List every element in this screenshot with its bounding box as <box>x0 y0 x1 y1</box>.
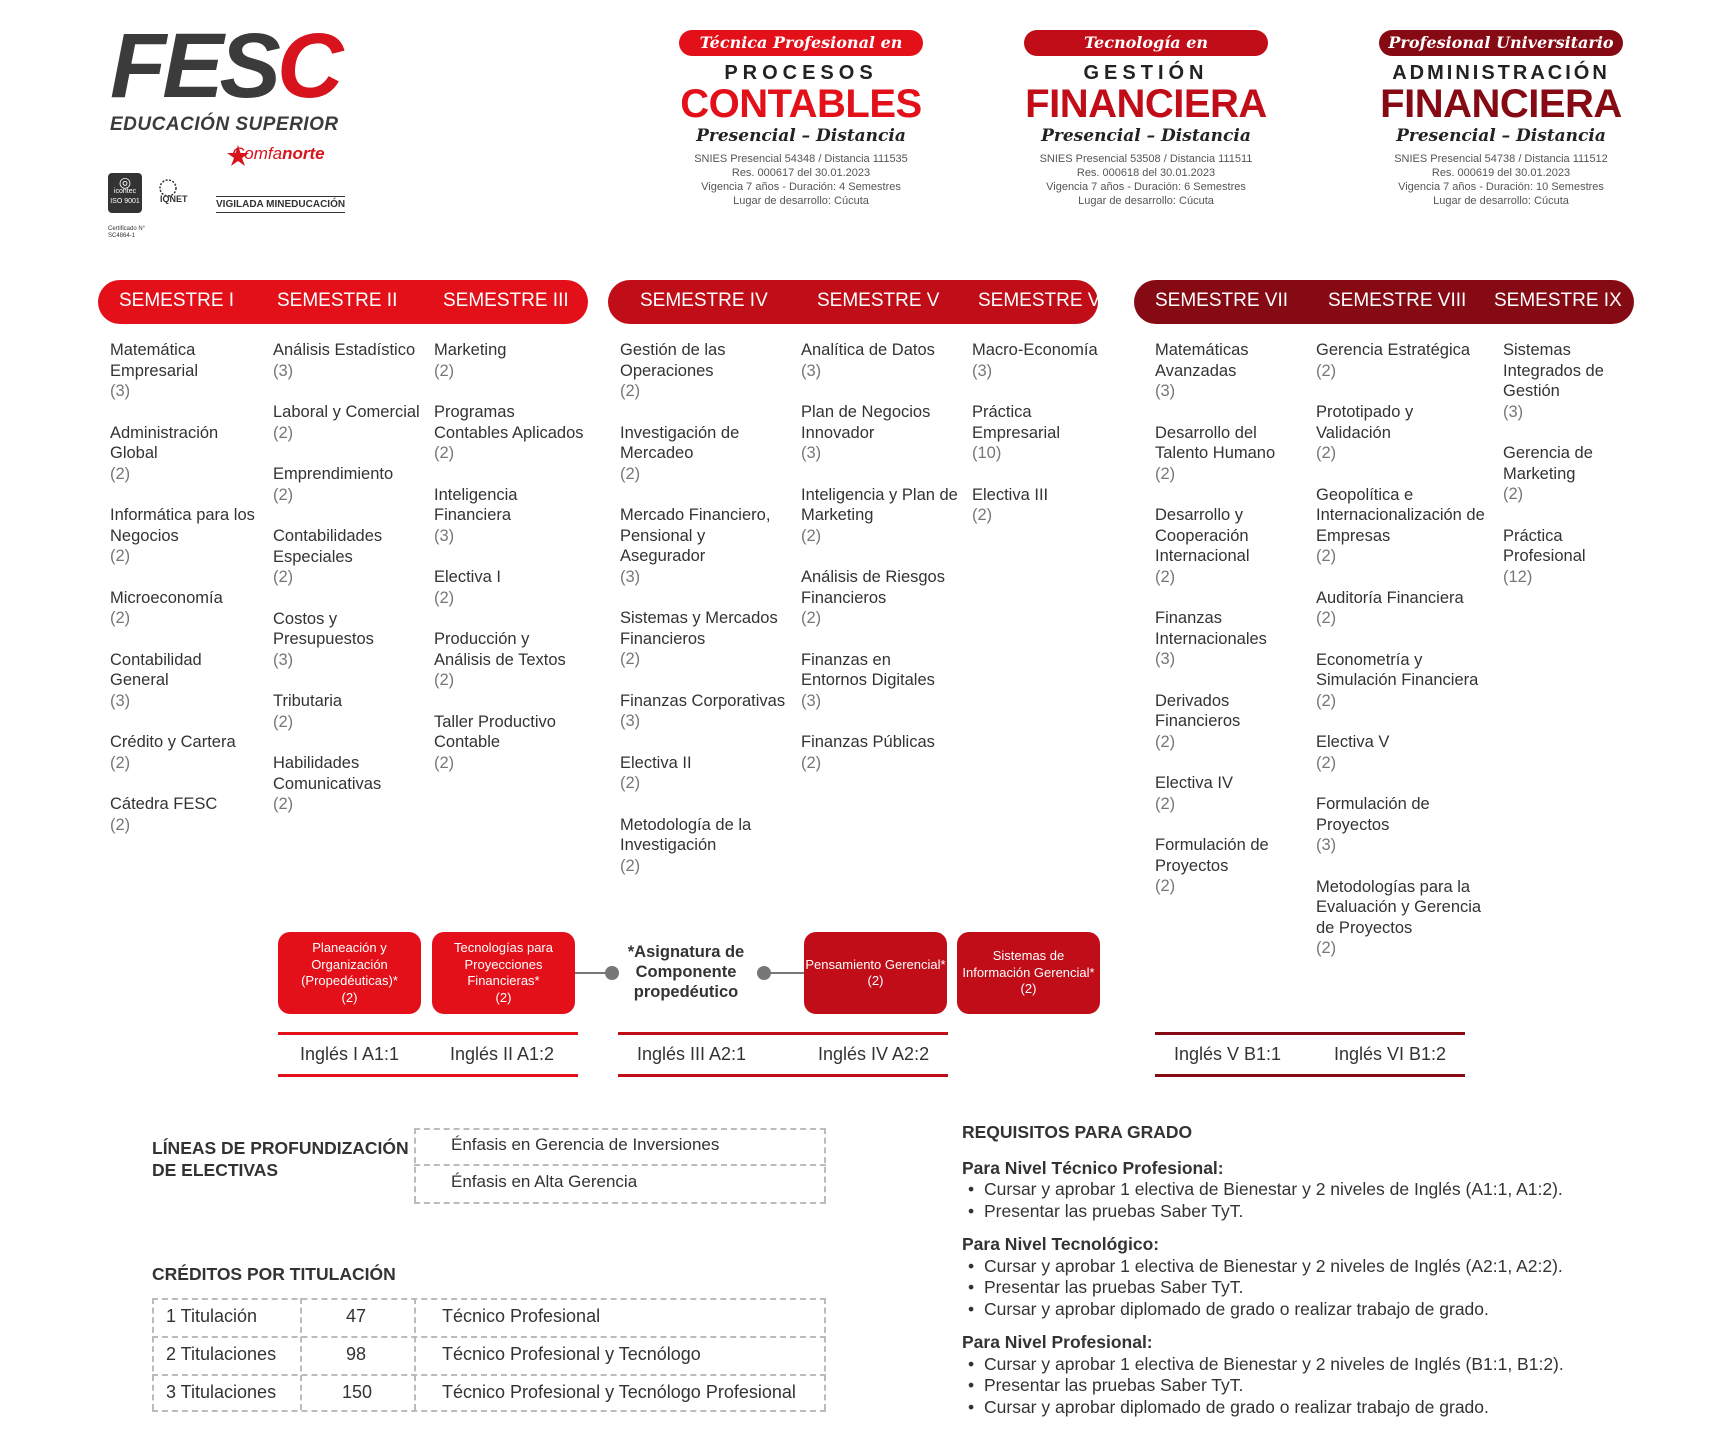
course-item <box>110 340 258 402</box>
course-name: Gerencia Estratégica <box>1316 341 1471 359</box>
semester-label-5: SEMESTRE V <box>817 290 940 311</box>
course-name: Prototipado y Validación <box>1316 403 1414 442</box>
course-item <box>1155 505 1295 587</box>
course-name: Investigación de Mercadeo <box>620 423 740 462</box>
course-credits: (3) <box>1155 650 1176 668</box>
creditos-border-col2 <box>414 1298 416 1410</box>
course-name: Electiva III <box>972 485 1049 504</box>
course-credits: (2) <box>434 361 455 380</box>
program-info-vigencia: Vigencia 7 años - Duración: 4 Semestres <box>701 181 901 193</box>
logo-subtitle: EDUCACIÓN SUPERIOR <box>110 114 339 135</box>
course-name: Habilidades Comunicativas <box>273 754 382 793</box>
course-credits: (2) <box>273 568 294 586</box>
course-item <box>1316 340 1486 381</box>
course-name: Marketing <box>434 341 507 359</box>
semester-2-courses <box>273 340 423 836</box>
lineas-title: LÍNEAS DE PROFUNDIZACIÓN DE ELECTIVAS <box>152 1138 409 1180</box>
course-item <box>620 691 790 732</box>
program-tag: Profesional Universitario <box>1379 30 1623 56</box>
course-name: Metodología de la Investigación <box>620 815 752 854</box>
ingles-top-line-1 <box>278 1032 578 1035</box>
course-item <box>110 423 258 485</box>
ingles-1: Inglés I A1:1 <box>300 1044 400 1064</box>
course-credits: (3) <box>620 712 641 730</box>
program-info-snies: SNIES Presencial 53508 / Distancia 111511 <box>1039 153 1253 165</box>
creditos-border-left <box>152 1298 154 1410</box>
course-credits: (3) <box>1503 402 1524 421</box>
course-credits: (2) <box>1155 732 1176 751</box>
ingles-6: Inglés VI B1:2 <box>1334 1044 1447 1064</box>
course-name: Finanzas en Entornos Digitales <box>801 650 935 689</box>
course-item <box>972 340 1122 381</box>
course-name: Programas Contables Aplicados <box>434 403 584 442</box>
semester-1-courses <box>110 340 258 856</box>
program-name-big: CONTABLES <box>680 82 922 126</box>
course-name: Matemáticas Avanzadas <box>1155 341 1249 380</box>
course-credits: (3) <box>801 361 822 380</box>
course-credits: (3) <box>434 526 455 545</box>
program-info-res: Res. 000619 del 30.01.2023 <box>1431 167 1571 179</box>
creditos-value-1: 47 <box>346 1306 367 1326</box>
creditos-label-2: 2 Titulaciones <box>166 1344 277 1364</box>
course-credits: (2) <box>1316 609 1337 627</box>
ingles-bottom-line-1 <box>278 1074 578 1077</box>
requisitos-title: REQUISITOS PARA GRADO <box>962 1122 1193 1142</box>
ingles-4: Inglés IV A2:2 <box>818 1044 930 1064</box>
program-info-snies: SNIES Presencial 54738 / Distancia 111512 <box>1394 153 1608 165</box>
course-credits: (2) <box>434 753 455 772</box>
program-tag: Tecnología en <box>1024 30 1268 56</box>
program-modality: Presencial – Distancia <box>696 126 906 146</box>
course-name: Emprendimiento <box>273 465 394 483</box>
course-item <box>273 402 423 443</box>
course-item <box>1155 691 1295 753</box>
course-item <box>273 609 423 671</box>
course-name: Laboral y Comercial <box>273 403 420 421</box>
program-info-lugar: Lugar de desarrollo: Cúcuta <box>1433 195 1569 207</box>
course-credits: (3) <box>620 567 641 586</box>
course-name: Geopolítica e Internacionalización de Empresas <box>1316 485 1485 545</box>
course-credits: (3) <box>273 361 294 380</box>
course-item <box>801 402 961 464</box>
program-header-administracion <box>1361 30 1641 208</box>
creditos-desc-2: Técnico Profesional y Tecnólogo <box>442 1344 701 1364</box>
course-credits: (2) <box>620 650 641 668</box>
course-item <box>1503 340 1633 422</box>
requisito-item: • Cursar y aprobar diplomado de grado o realizar trabajo de grado. <box>984 1299 1682 1321</box>
requisito-item: • Cursar y aprobar 1 electiva de Bienestar y 2 niveles de Inglés (A2:1, A2:2). <box>984 1256 1682 1278</box>
course-item <box>1316 794 1486 856</box>
course-name: Electiva II <box>620 753 692 772</box>
course-credits: (12) <box>1503 567 1533 586</box>
course-item <box>620 505 790 587</box>
course-credits: (2) <box>434 444 455 462</box>
course-item <box>1316 588 1486 629</box>
course-item <box>434 402 584 464</box>
fesc-logo: FESC <box>110 15 340 117</box>
program-name-small: GESTIÓN <box>1083 62 1209 84</box>
creditos-border-top <box>152 1298 826 1300</box>
course-name: Macro-Economía <box>972 341 1098 359</box>
course-name: Finanzas Públicas <box>801 733 935 751</box>
creditos-value-2: 98 <box>346 1344 367 1364</box>
course-item <box>801 732 961 773</box>
course-item <box>434 340 584 381</box>
ingles-top-line-2 <box>618 1032 948 1035</box>
course-item <box>273 526 423 588</box>
ingles-3: Inglés III A2:1 <box>637 1044 747 1064</box>
course-name: Formulación de Proyectos <box>1155 836 1269 875</box>
creditos-desc-3: Técnico Profesional y Tecnólogo Profesional <box>442 1382 796 1402</box>
course-name: Electiva I <box>434 568 501 586</box>
requisito-item: • Cursar y aprobar 1 electiva de Bienestar y 2 niveles de Inglés (A1:1, A1:2). <box>984 1179 1682 1201</box>
semester-6-courses <box>972 340 1122 547</box>
requisito-item: • Cursar y aprobar 1 electiva de Bienestar y 2 niveles de Inglés (B1:1, B1:2). <box>984 1354 1682 1376</box>
requisito-group-head: Para Nivel Profesional: <box>962 1332 1153 1352</box>
course-name: Crédito y Cartera <box>110 733 236 751</box>
semester-label-6: SEMESTRE VI <box>978 290 1106 311</box>
course-item <box>1316 650 1486 712</box>
lineas-border-top <box>414 1128 826 1130</box>
course-credits: (3) <box>801 691 822 710</box>
semester-label-1: SEMESTRE I <box>119 290 235 311</box>
asignatura-propedeutica-note: *Asignatura de Componente propedéutico <box>627 943 745 1001</box>
ingles-2: Inglés II A1:2 <box>450 1044 555 1064</box>
course-credits: (2) <box>273 712 294 731</box>
course-credits: (2) <box>1316 361 1337 380</box>
course-credits: (2) <box>1155 877 1176 895</box>
course-credits: (2) <box>1155 794 1176 813</box>
program-info-res: Res. 000618 del 30.01.2023 <box>1076 167 1216 179</box>
creditos-label-1: 1 Titulación <box>166 1306 258 1326</box>
course-credits: (2) <box>1316 753 1337 772</box>
course-name: Contabilidad General <box>110 650 202 689</box>
course-credits: (2) <box>620 382 641 400</box>
course-credits: (2) <box>1316 444 1337 462</box>
course-name: Metodologías para la Evaluación y Gerencia de Proyectos <box>1316 877 1482 937</box>
lineas-border-left <box>414 1128 416 1202</box>
course-name: Auditoría Financiera <box>1316 588 1464 607</box>
propedeutico-box-2: Tecnologías para Proyecciones Financieras* (2) <box>432 932 575 1014</box>
course-name: Desarrollo del Talento Humano <box>1155 423 1276 462</box>
course-name: Sistemas Integrados de Gestión <box>1503 341 1604 400</box>
course-item <box>972 402 1122 464</box>
iqnet-label: IQNET <box>160 194 188 204</box>
course-name: Econometría y Simulación Financiera <box>1316 650 1479 689</box>
course-name: Microeconomía <box>110 588 223 607</box>
propedeutico-box-3: Pensamiento Gerencial* (2) <box>804 932 947 1014</box>
course-item <box>1155 835 1295 897</box>
creditos-border-bottom <box>152 1410 826 1412</box>
course-item <box>110 650 258 712</box>
course-item <box>110 794 258 835</box>
course-credits: (2) <box>1316 691 1337 710</box>
course-item <box>620 608 790 670</box>
course-item <box>1316 402 1486 464</box>
course-item <box>110 732 258 773</box>
course-credits: (2) <box>434 671 455 689</box>
course-item <box>801 485 961 547</box>
course-name: Administración Global <box>110 423 219 462</box>
course-name: Gerencia de Marketing <box>1503 444 1593 483</box>
program-modality: Presencial – Distancia <box>1396 126 1606 146</box>
semester-label-3: SEMESTRE III <box>443 290 569 311</box>
course-credits: (2) <box>620 856 641 875</box>
requisito-item: • Presentar las pruebas Saber TyT. <box>984 1277 1682 1299</box>
requisito-group-head: Para Nivel Técnico Profesional: <box>962 1157 1224 1178</box>
creditos-title: CRÉDITOS POR TITULACIÓN <box>152 1264 396 1284</box>
course-credits: (2) <box>972 506 993 524</box>
creditos-border-row1 <box>152 1336 826 1338</box>
creditos-border-right <box>824 1298 826 1410</box>
ingles-5: Inglés V B1:1 <box>1174 1044 1282 1064</box>
program-name-big: FINANCIERA <box>1380 82 1622 126</box>
course-item <box>110 588 258 629</box>
course-item <box>273 464 423 505</box>
program-name-big: FINANCIERA <box>1025 82 1267 126</box>
course-credits: (3) <box>273 650 294 669</box>
course-name: Costos y Presupuestos <box>273 609 374 648</box>
program-info-snies: SNIES Presencial 54348 / Distancia 111535 <box>694 153 908 165</box>
course-name: Inteligencia Financiera <box>434 485 518 524</box>
course-name: Análisis de Riesgos Financieros <box>801 568 945 607</box>
course-name: Contabilidades Especiales <box>273 527 383 566</box>
icontec-seal-icon: ◎ icontec ISO 9001 <box>108 173 142 213</box>
course-name: Análisis Estadístico <box>273 341 416 359</box>
course-credits: (3) <box>801 444 822 462</box>
course-credits: (2) <box>273 795 294 813</box>
course-name: Desarrollo y Cooperación Internacional <box>1155 506 1250 565</box>
semester-label-7: SEMESTRE VII <box>1155 290 1289 311</box>
course-credits: (2) <box>110 547 131 565</box>
course-credits: (2) <box>434 588 455 607</box>
course-item <box>1316 485 1486 567</box>
course-item <box>1316 877 1486 959</box>
semester-7-courses <box>1155 340 1295 918</box>
course-name: Informática para los Negocios <box>110 506 255 545</box>
lineas-border-mid <box>414 1164 826 1166</box>
course-credits: (3) <box>1155 382 1176 400</box>
course-credits: (2) <box>620 464 641 483</box>
course-item <box>801 650 961 712</box>
semester-label-8: SEMESTRE VIII <box>1328 290 1467 311</box>
creditos-border-col1 <box>300 1298 302 1410</box>
course-name: Práctica Profesional <box>1503 526 1586 565</box>
course-name: Gestión de las Operaciones <box>620 341 726 380</box>
course-credits: (2) <box>110 815 131 834</box>
course-item <box>273 753 423 815</box>
course-item <box>620 423 790 485</box>
course-name: Finanzas Internacionales <box>1155 609 1267 648</box>
course-name: Finanzas Corporativas <box>620 691 786 710</box>
course-item <box>273 340 423 381</box>
creditos-border-row2 <box>152 1374 826 1376</box>
cert-note: Certificado N° SC4864-1 <box>108 226 146 239</box>
program-info-vigencia: Vigencia 7 años - Duración: 10 Semestres <box>1398 181 1604 193</box>
course-credits: (2) <box>1316 547 1337 565</box>
course-name: Sistemas y Mercados Financieros <box>620 609 778 648</box>
requisito-group-head: Para Nivel Tecnológico: <box>962 1234 1160 1254</box>
program-info-vigencia: Vigencia 7 años - Duración: 6 Semestres <box>1046 181 1246 193</box>
course-credits: (2) <box>1503 485 1524 503</box>
creditos-desc-1: Técnico Profesional <box>442 1306 601 1326</box>
course-item <box>434 485 584 547</box>
course-item <box>620 340 790 402</box>
course-item <box>1316 732 1486 773</box>
program-header-gestion <box>1016 30 1276 208</box>
program-info-lugar: Lugar de desarrollo: Cúcuta <box>1078 195 1214 207</box>
linea-item-1: Énfasis en Gerencia de Inversiones <box>451 1135 720 1154</box>
lineas-border-bottom <box>414 1202 826 1204</box>
partner-logo: Comfanorte <box>232 144 325 163</box>
program-info-res: Res. 000617 del 30.01.2023 <box>731 167 871 179</box>
course-name: Mercado Financiero, Pensional y Asegurador <box>620 506 771 565</box>
semester-label-2: SEMESTRE II <box>277 290 398 311</box>
propedeutico-box-1: Planeación y Organización (Propedéuticas)* (2) <box>278 932 421 1014</box>
course-name: Producción y Análisis de Textos <box>434 630 566 669</box>
course-name: Matemática Empresarial <box>110 341 199 380</box>
course-item <box>273 691 423 732</box>
program-info-lugar: Lugar de desarrollo: Cúcuta <box>733 195 869 207</box>
course-credits: (2) <box>110 753 131 772</box>
course-item <box>434 712 584 774</box>
linea-item-2: Énfasis en Alta Gerencia <box>451 1172 638 1191</box>
requisito-list <box>962 1354 1682 1419</box>
requisito-list <box>962 1256 1682 1321</box>
vigilada-label: VIGILADA MINEDUCACIÓN <box>216 196 345 213</box>
semester-4-courses <box>620 340 790 897</box>
ingles-top-line-3 <box>1155 1032 1465 1035</box>
course-credits: (2) <box>110 609 131 627</box>
course-name: Cátedra FESC <box>110 795 218 813</box>
requisito-item: • Presentar las pruebas Saber TyT. <box>984 1375 1682 1397</box>
semester-label-4: SEMESTRE IV <box>640 290 768 311</box>
course-credits: (2) <box>110 464 131 483</box>
course-name: Electiva V <box>1316 733 1390 751</box>
semester-9-courses <box>1503 340 1633 608</box>
course-item <box>110 505 258 567</box>
course-item <box>801 567 961 629</box>
course-item <box>620 753 790 794</box>
course-name: Inteligencia y Plan de Marketing <box>801 485 958 524</box>
course-credits: (3) <box>110 382 131 400</box>
course-credits: (2) <box>1155 464 1176 483</box>
course-name: Plan de Negocios Innovador <box>801 403 931 442</box>
program-name-small: ADMINISTRACIÓN <box>1392 62 1610 84</box>
course-credits: (3) <box>972 361 993 380</box>
course-credits: (2) <box>801 526 822 545</box>
semester-3-courses <box>434 340 584 794</box>
connector-line-right <box>765 972 805 974</box>
course-item <box>1155 423 1295 485</box>
program-name-small: PROCESOS <box>724 62 878 84</box>
course-item <box>1503 443 1633 505</box>
semester-5-courses <box>801 340 961 794</box>
requisito-item: • Cursar y aprobar diplomado de grado o realizar trabajo de grado. <box>984 1397 1682 1419</box>
course-item <box>434 629 584 691</box>
course-credits: (3) <box>1316 836 1337 854</box>
course-name: Taller Productivo Contable <box>434 712 556 751</box>
program-modality: Presencial – Distancia <box>1041 126 1251 146</box>
course-name: Derivados Financieros <box>1155 691 1241 730</box>
course-name: Práctica Empresarial <box>972 403 1061 442</box>
semester-label-9: SEMESTRE IX <box>1494 290 1622 311</box>
course-credits: (2) <box>273 485 294 504</box>
course-item <box>972 485 1122 526</box>
course-item <box>1155 608 1295 670</box>
course-item <box>1155 773 1295 814</box>
course-name: Analítica de Datos <box>801 341 935 359</box>
course-item <box>620 815 790 877</box>
course-item <box>801 340 961 381</box>
course-item <box>434 567 584 608</box>
propedeutico-box-4: Sistemas de Información Gerencial* (2) <box>957 932 1100 1014</box>
course-credits: (2) <box>1155 567 1176 586</box>
lineas-border-right <box>824 1128 826 1202</box>
course-credits: (2) <box>273 423 294 442</box>
course-credits: (2) <box>1316 939 1337 957</box>
requisitos-section <box>962 1122 1682 1430</box>
course-credits: (10) <box>972 444 1002 462</box>
creditos-value-3: 150 <box>342 1382 373 1402</box>
course-credits: (2) <box>801 753 822 772</box>
requisito-list <box>962 1179 1682 1222</box>
course-item <box>1155 340 1295 402</box>
ingles-bottom-line-2 <box>618 1074 948 1077</box>
program-header-contables <box>671 30 931 208</box>
ingles-bottom-line-3 <box>1155 1074 1465 1077</box>
semester-8-courses <box>1316 340 1486 980</box>
course-credits: (2) <box>801 609 822 627</box>
program-tag: Técnica Profesional en <box>679 30 923 56</box>
course-item <box>1503 526 1633 588</box>
course-credits: (2) <box>620 774 641 792</box>
requisito-item: • Presentar las pruebas Saber TyT. <box>984 1201 1682 1223</box>
creditos-label-3: 3 Titulaciones <box>166 1382 277 1402</box>
course-credits: (3) <box>110 691 131 710</box>
course-name: Tributaria <box>273 692 343 710</box>
course-name: Formulación de Proyectos <box>1316 795 1430 834</box>
course-name: Electiva IV <box>1155 774 1233 792</box>
